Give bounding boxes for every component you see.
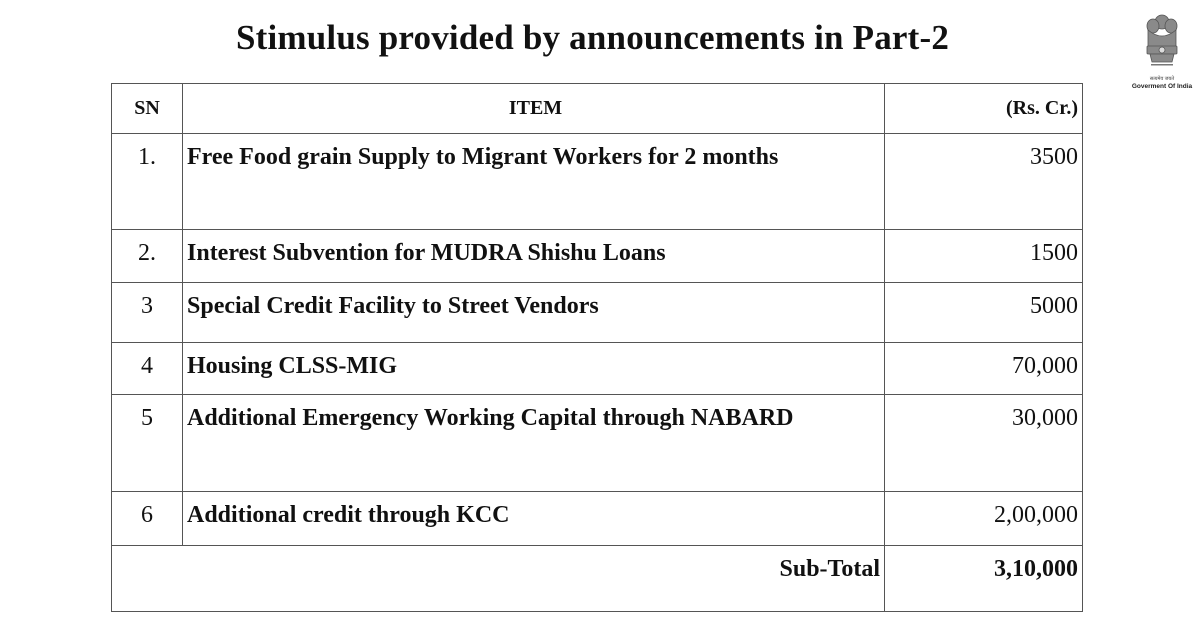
table-row (112, 283, 1083, 343)
stimulus-table (111, 83, 1083, 612)
subtotal-amount: 3,10,000 (885, 546, 1083, 612)
table-row (112, 230, 1083, 283)
table-row (112, 134, 1083, 230)
row-sn: 1. (112, 134, 183, 230)
row-amount: 70,000 (885, 343, 1083, 395)
header-sn: SN (112, 84, 183, 134)
row-amount: 1500 (885, 230, 1083, 283)
row-sn: 2. (112, 230, 183, 283)
row-item: Housing CLSS-MIG (183, 343, 885, 395)
ashoka-emblem-icon (1142, 12, 1182, 76)
row-item: Free Food grain Supply to Migrant Workers for 2 months (183, 134, 885, 230)
row-sn: 3 (112, 283, 183, 343)
subtotal-label: Sub-Total (112, 546, 885, 612)
subtotal-row (112, 546, 1083, 612)
header-item: ITEM (183, 84, 885, 134)
row-item: Special Credit Facility to Street Vendors (183, 283, 885, 343)
table-header-row (112, 84, 1083, 134)
page-title: Stimulus provided by announcements in Part-2 (235, 18, 950, 57)
row-sn: 6 (112, 492, 183, 546)
row-amount: 2,00,000 (885, 492, 1083, 546)
emblem-motto: सत्यमेव जयते (1149, 76, 1175, 82)
table-row (112, 492, 1083, 546)
row-sn: 5 (112, 395, 183, 492)
government-emblem (1126, 12, 1198, 90)
row-amount: 30,000 (885, 395, 1083, 492)
row-sn: 4 (112, 343, 183, 395)
row-item: Additional Emergency Working Capital through NABARD (183, 395, 885, 492)
table-row (112, 343, 1083, 395)
row-item: Interest Subvention for MUDRA Shishu Loans (183, 230, 885, 283)
emblem-caption: Goverment Of India (1131, 83, 1193, 90)
row-amount: 5000 (885, 283, 1083, 343)
header-amount: (Rs. Cr.) (885, 84, 1083, 134)
row-amount: 3500 (885, 134, 1083, 230)
row-item: Additional credit through KCC (183, 492, 885, 546)
table-row (112, 395, 1083, 492)
